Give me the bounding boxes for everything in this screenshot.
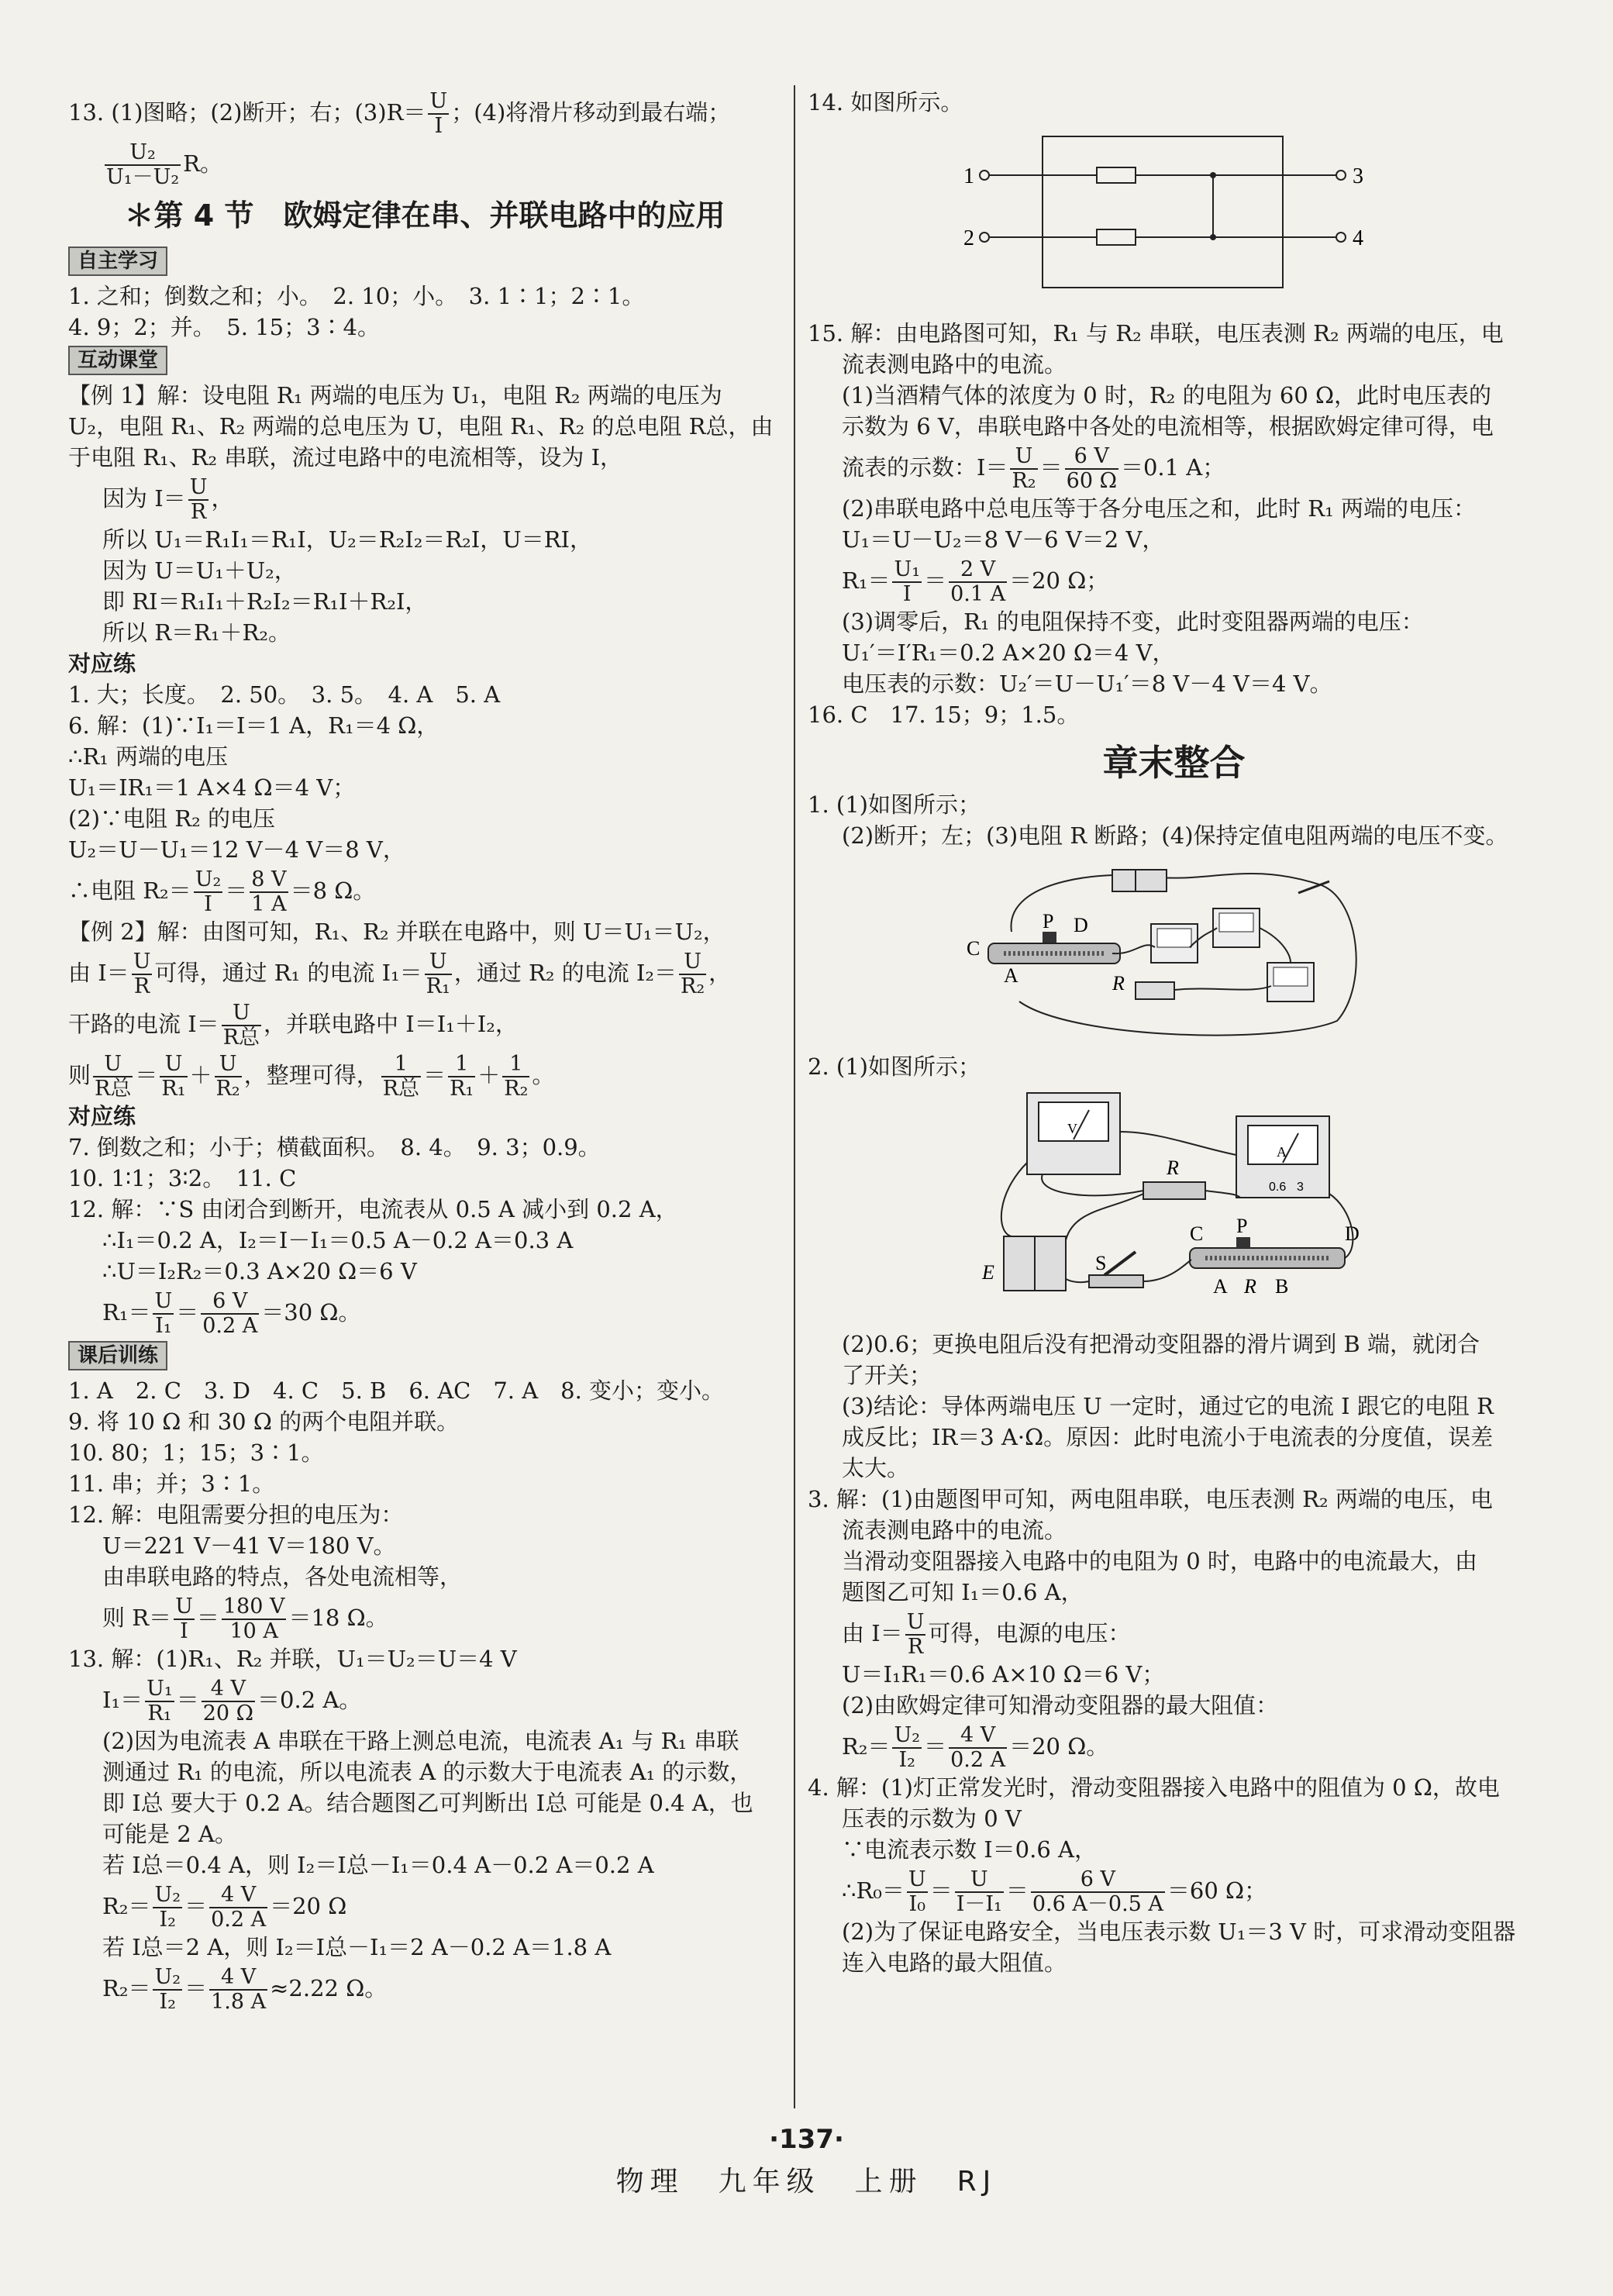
answer-line: 了开关； [842, 1362, 932, 1388]
answer-line: ∴I₁＝0.2 A，I₂＝I－I₁＝0.5 A－0.2 A＝0.3 A [102, 1227, 574, 1253]
answer-line: 1. A 2. C 3. D 4. C 5. B 6. AC 7. A 8. 变小；变小。 [68, 1377, 725, 1404]
fraction: $\frac{U}{\text{I－I₁}}$ [956, 1867, 1002, 1916]
q13-line-2: $\frac{\text{U₂}}{\text{U₁－U₂}}$ R。 [106, 140, 223, 189]
fraction: $\frac{6 V}{0.6 A-0.5 A}$ [1032, 1867, 1163, 1916]
answer-line: 1. 之和；倒数之和；小。 2. 10；小。 3. 1∶1；2∶1。 [68, 283, 645, 309]
answer-line: 13. 解：(1)R₁、R₂ 并联，U₁＝U₂＝U＝4 V [68, 1646, 517, 1672]
fraction: $\frac{180 V}{10 A}$ [222, 1594, 285, 1643]
answer-line: U₁′＝I′R₁＝0.2 A×20 Ω＝4 V， [842, 640, 1175, 666]
answer-line: 压表的示数为 0 V [842, 1805, 1022, 1832]
fraction: $\frac{U}{I}$ [175, 1594, 193, 1643]
answer-line: 连入电路的最大阻值。 [842, 1950, 1067, 1976]
answer-line: ∵电流表示数 I＝0.6 A， [842, 1836, 1097, 1863]
answer-line: R₁＝ $\frac{\text{U₁}}{I}$ ＝ $\frac{2 V}{0.1 A}$ ＝20 Ω； [842, 557, 1109, 606]
practice-heading: 对应练 [68, 650, 136, 677]
label-d: D [1344, 1222, 1360, 1245]
answer-line: (2)断开；左；(3)电阻 R 断路；(4)保持定值电阻两端的电压不变。 [842, 822, 1508, 849]
circuit-diagram-2 [981, 1085, 1368, 1326]
answer-line: (3)结论：导体两端电压 U 一定时，通过它的电流 I 跟它的电阻 R [842, 1393, 1494, 1419]
answer-line: 流表测电路中的电流。 [842, 1517, 1067, 1543]
switch-lever [1105, 1252, 1136, 1275]
label-c: C [966, 937, 980, 960]
answer-line: 4. 解：(1)灯正常发光时，滑动变阻器接入电路中的阻值为 0 Ω，故电 [808, 1774, 1500, 1801]
fraction: $\frac{U}{R}$ [906, 1610, 925, 1659]
fraction: $\frac{U}{\text{I₁}}$ [154, 1289, 173, 1338]
label-a: A [1212, 1275, 1228, 1298]
tag-interactive-class: 互动课堂 [68, 346, 167, 375]
column-divider [794, 85, 795, 2108]
label-c: C [1189, 1222, 1203, 1245]
fraction: $\frac{U}{\text{R总}}$ [222, 1001, 260, 1050]
answer-line: 流表的示数：I＝ $\frac{U}{\text{R₂}}$ ＝ $\frac{6 V}{60 \Omega}$ ＝0.1 A； [842, 444, 1225, 493]
fraction: $\frac{\text{U₂}}{\text{I₂}}$ [894, 1723, 921, 1772]
answer-line: R₂＝ $\frac{\text{U₂}}{\text{I₂}}$ ＝ $\frac{4 V}{1.8 A}$ ≈2.22 Ω。 [102, 1965, 388, 2014]
terminal-1 [980, 171, 989, 180]
ammeter-label: A [1276, 1144, 1287, 1160]
answer-line: (2)∵电阻 R₂ 的电压 [68, 805, 275, 832]
answer-line: 测通过 R₁ 的电流，所以电流表 A 的示数大于电流表 A₁ 的示数， [102, 1759, 753, 1785]
example1-line: 因为 I＝ $\frac{U}{R}$ ， [102, 475, 234, 524]
answer-line: 若 I总＝2 A，则 I₂＝I总－I₁＝2 A－0.2 A＝1.8 A [102, 1934, 612, 1960]
voltmeter-label: V [1067, 1121, 1077, 1136]
example2-line: 则 $\frac{U}{\text{R总}}$ ＝ $\frac{U}{\text{R₁}}$ ＋ $\frac{U}{\text{R₂}}$ ，整理可得， $\frac{1}{\text{R总}}$ ＝ $\frac{1}{\text{R₁}}$ ＋ $\frac{1}{\text{R₂}}$ 。 [68, 1052, 555, 1101]
fraction: $\frac{\text{U₂}}{\text{U₁－U₂}}$ [106, 140, 180, 189]
fraction: $\frac{U}{\text{R总}}$ [95, 1052, 132, 1101]
answer-line: 可能是 2 A。 [102, 1821, 237, 1847]
answer-line: 15. 解：由电路图可知，R₁ 与 R₂ 串联，电压表测 R₂ 两端的电压，电 [808, 320, 1504, 346]
answer-line: 电压表的示数：U₂′＝U－U₁′＝8 V－4 V＝4 V。 [842, 671, 1332, 697]
answer-line: U＝I₁R₁＝0.6 A×10 Ω＝6 V； [842, 1661, 1165, 1688]
fraction: $\frac{U}{\text{I₀}}$ [908, 1867, 926, 1916]
answer-line: 12. 解：∵S 由闭合到断开，电流表从 0.5 A 减小到 0.2 A， [68, 1196, 678, 1222]
right-column [808, 87, 1540, 1978]
switch-base [1089, 1275, 1143, 1288]
example2-line: 干路的电流 I＝ $\frac{U}{\text{R总}}$ ，并联电路中 I＝I₁＋I₂， [68, 1001, 518, 1050]
answer-line: U₂＝U－U₁＝12 V－4 V＝8 V， [68, 836, 405, 863]
example1-line: 即 RI＝R₁I₁＋R₂I₂＝R₁I＋R₂I， [102, 588, 428, 615]
answer-line: 6. 解：(1)∵I₁＝I＝1 A，R₁＝4 Ω， [68, 712, 439, 739]
resistor-bottom [1097, 229, 1136, 245]
answer-line: 1. 大；长度。 2. 50。 3. 5。 4. A 5. A [68, 681, 501, 708]
page-number: ·137· [769, 2124, 844, 2155]
answer-line: (3)调零后，R₁ 的电阻保持不变，此时变阻器两端的电压： [842, 608, 1424, 635]
answer-line: 示数为 6 V，串联电路中各处的电流相等，根据欧姆定律可得，电 [842, 413, 1494, 440]
fraction: $\frac{\text{U₂}}{\text{I₂}}$ [154, 1883, 181, 1932]
fraction: $\frac{U}{\text{R₁}}$ [161, 1052, 186, 1101]
section-title: ＊第 4 节 欧姆定律在串、并联电路中的应用 [124, 198, 726, 233]
answer-line: 太大。 [842, 1455, 910, 1481]
circuit-diagram-1 [957, 854, 1391, 1048]
fraction: $\frac{\text{U₁}}{\text{R₁}}$ [146, 1677, 173, 1725]
answer-line: 则 R＝ $\frac{U}{I}$ ＝ $\frac{180 V}{10 A}$ ＝18 Ω。 [102, 1594, 388, 1643]
answer-line: R₁＝ $\frac{U}{\text{I₁}}$ ＝ $\frac{6 V}{0.2 A}$ ＝30 Ω。 [102, 1289, 361, 1338]
battery [1112, 870, 1167, 891]
book-title: 物理 九年级 上册 RJ [615, 2166, 998, 2198]
answer-line: 由 I＝ $\frac{U}{R}$ 可得，电源的电压： [842, 1610, 1131, 1659]
chapter-title: 章末整合 [1102, 742, 1246, 784]
answer-line: (2)为了保证电路安全，当电压表示数 U₁＝3 V 时，可求滑动变阻器 [842, 1919, 1516, 1945]
answer-line: 4. 9；2；并。 5. 15；3∶4。 [68, 314, 380, 340]
answer-line: 即 I总 要大于 0.2 A。结合题图乙可判断出 I总 可能是 0.4 A，也 [102, 1790, 753, 1816]
answer-line: 题图乙可知 I₁＝0.6 A， [842, 1579, 1084, 1605]
answer-line: I₁＝ $\frac{\text{U₁}}{\text{R₁}}$ ＝ $\frac{4 V}{20 \Omega}$ ＝0.2 A。 [102, 1677, 362, 1725]
fraction: $\frac{U}{I}$ [429, 89, 448, 138]
terminal-label: 3 [1352, 164, 1363, 188]
answer-line: 12. 解：电阻需要分担的电压为： [68, 1501, 404, 1528]
terminal-label: 4 [1352, 226, 1363, 250]
resistor [1136, 982, 1174, 999]
answer-line: 由串联电路的特点，各处电流相等， [102, 1563, 463, 1590]
example1-line: 所以 U₁＝R₁I₁＝R₁I，U₂＝R₂I₂＝R₂I，U＝RI， [102, 526, 592, 553]
label-r: R [1112, 972, 1125, 995]
terminal-4 [1336, 233, 1346, 242]
resistor [1143, 1182, 1205, 1199]
label-p: P [1236, 1215, 1247, 1237]
page-footer [0, 2124, 1613, 2199]
fraction: $\frac{4 V}{1.8 A}$ [211, 1965, 267, 2014]
fraction: $\frac{2 V}{0.1 A}$ [950, 557, 1006, 606]
example1-line: U₂，电阻 R₁、R₂ 两端的总电压为 U，电阻 R₁、R₂ 的总电阻 R总，由 [68, 413, 774, 440]
fraction: $\frac{U}{\text{R₁}}$ [426, 950, 450, 998]
fraction: $\frac{\text{U₂}}{\text{I₂}}$ [154, 1965, 181, 2014]
rheostat [988, 943, 1120, 964]
fraction: $\frac{4 V}{0.2 A}$ [950, 1723, 1006, 1772]
example2-line: 【例 2】解：由图可知，R₁、R₂ 并联在电路中，则 U＝U₁＝U₂， [68, 919, 726, 945]
terminal-label: 2 [963, 226, 974, 250]
example1-line: 【例 1】解：设电阻 R₁ 两端的电压为 U₁，电阻 R₂ 两端的电压为 [68, 382, 722, 409]
example1-line: 因为 U＝U₁＋U₂， [102, 557, 297, 584]
range-label: 0.6 [1268, 1181, 1286, 1194]
tag-self-study: 自主学习 [68, 246, 167, 276]
answer-line: (1)当酒精气体的浓度为 0 时，R₂ 的电阻为 60 Ω，此时电压表的 [842, 382, 1492, 409]
fraction: $\frac{6 V}{0.2 A}$ [202, 1289, 258, 1338]
answer-line: 若 I总＝0.4 A，则 I₂＝I总－I₁＝0.4 A－0.2 A＝0.2 A [102, 1852, 654, 1878]
fraction: $\frac{U}{\text{R₂}}$ [681, 950, 705, 998]
answer-line: (2)因为电流表 A 串联在干路上测总电流，电流表 A₁ 与 R₁ 串联 [102, 1728, 739, 1754]
answer-line: 3. 解：(1)由题图甲可知，两电阻串联，电压表测 R₂ 两端的电压，电 [808, 1486, 1493, 1512]
fraction: $\frac{8 V}{1 A}$ [251, 867, 287, 916]
label-e: E [981, 1261, 994, 1284]
left-column [68, 87, 781, 2014]
answer-line: (2)串联电路中总电压等于各分电压之和，此时 R₁ 两端的电压： [842, 495, 1476, 522]
answer-line: ∴R₁ 两端的电压 [68, 743, 229, 770]
circuit-diagram-14 [957, 121, 1391, 315]
answer-line: 10. 1∶1；3∶2。 11. C [68, 1165, 297, 1191]
fraction: $\frac{1}{\text{R₂}}$ [504, 1052, 529, 1101]
answer-line: ∴R₀＝ $\frac{U}{\text{I₀}}$ ＝ $\frac{U}{\text{I－I₁}}$ ＝ $\frac{6 V}{0.6 A-0.5 A}$ ＝60 Ω； [842, 1867, 1267, 1916]
tag-after-class: 课后训练 [68, 1341, 167, 1370]
answer-line: 9. 将 10 Ω 和 30 Ω 的两个电阻并联。 [68, 1408, 460, 1435]
fraction: $\frac{\text{U₁}}{I}$ [894, 557, 921, 606]
answer-line: U₁＝U－U₂＝8 V－6 V＝2 V， [842, 526, 1165, 553]
fraction: $\frac{U}{R}$ [189, 475, 208, 524]
answer-line: (2)由欧姆定律可知滑动变阻器的最大阻值： [842, 1692, 1279, 1719]
fraction: $\frac{6 V}{60 \Omega}$ [1066, 444, 1117, 493]
answer-line: 11. 串；并；3∶1。 [68, 1470, 275, 1497]
practice-heading: 对应练 [68, 1103, 136, 1129]
answer-line: R₂＝ $\frac{\text{U₂}}{\text{I₂}}$ ＝ $\frac{4 V}{0.2 A}$ ＝20 Ω [102, 1883, 347, 1932]
answer-line: 14. 如图所示。 [808, 89, 963, 115]
label-a: A [1003, 964, 1018, 987]
fraction: $\frac{U}{\text{R₂}}$ [215, 1052, 240, 1101]
range-label: 3 [1296, 1181, 1304, 1194]
label-s: S [1094, 1252, 1106, 1274]
example1-line: 所以 R＝R₁＋R₂。 [102, 619, 291, 646]
label-d: D [1073, 914, 1088, 936]
terminal-2 [980, 233, 989, 242]
fraction: $\frac{U}{R}$ [133, 950, 151, 998]
label-r: R [1166, 1157, 1179, 1179]
answer-line: 10. 80；1；15；3∶1。 [68, 1439, 324, 1466]
resistor-top [1097, 167, 1136, 183]
q13-line: 13. (1)图略；(2)断开；右；(3)R＝ $\frac{U}{I}$ ；(4)将滑片移动到最右端； [68, 89, 731, 138]
answer-line: (2)0.6；更换电阻后没有把滑动变阻器的滑片调到 B 端，就闭合 [842, 1331, 1480, 1357]
answer-line: ∴U＝I₂R₂＝0.3 A×20 Ω＝6 V [102, 1258, 417, 1284]
label-b: B [1274, 1275, 1288, 1298]
terminal-3 [1336, 171, 1346, 180]
example2-line: 由 I＝ $\frac{U}{R}$ 可得，通过 R₁ 的电流 I₁＝ $\frac{U}{\text{R₁}}$ ，通过 R₂ 的电流 I₂＝ $\frac{U}{\text{R₂}}$ ， [68, 950, 732, 998]
answer-line: 1. (1)如图所示； [808, 791, 981, 818]
answer-line: 2. (1)如图所示； [808, 1053, 981, 1080]
fraction: $\frac{U}{\text{R₂}}$ [1012, 444, 1036, 493]
example1-line: 于电阻 R₁、R₂ 串联，流过电路中的电流相等，设为 I， [68, 444, 623, 471]
answer-line: 7. 倒数之和；小于；横截面积。 8. 4。 9. 3；0.9。 [68, 1134, 601, 1160]
fraction: $\frac{1}{\text{R₁}}$ [450, 1052, 474, 1101]
answer-line: 流表测电路中的电流。 [842, 351, 1067, 377]
fraction: $\frac{4 V}{0.2 A}$ [211, 1883, 267, 1932]
answer-line: U₁＝IR₁＝1 A×4 Ω＝4 V； [68, 774, 356, 801]
label-r2: R [1243, 1275, 1256, 1298]
answer-line: 16. C 17. 15；9；1.5。 [808, 702, 1080, 728]
label-p: P [1042, 910, 1053, 933]
fraction: $\frac{\text{U₂}}{I}$ [195, 867, 222, 916]
fraction: $\frac{1}{\text{R总}}$ [382, 1052, 420, 1101]
answer-line: ∴电阻 R₂＝ $\frac{\text{U₂}}{I}$ ＝ $\frac{8 V}{1 A}$ ＝8 Ω。 [68, 867, 376, 916]
terminal-label: 1 [963, 164, 974, 188]
answer-line: 成反比；IR＝3 A·Ω。原因：此时电流小于电流表的分度值，误差 [842, 1424, 1494, 1450]
fraction: $\frac{4 V}{20 \Omega}$ [202, 1677, 254, 1725]
answer-line: U＝221 V－41 V＝180 V。 [102, 1532, 396, 1559]
answer-line: R₂＝ $\frac{\text{U₂}}{\text{I₂}}$ ＝ $\frac{4 V}{0.2 A}$ ＝20 Ω。 [842, 1723, 1109, 1772]
answer-line: 当滑动变阻器接入电路中的电阻为 0 时，电路中的电流最大，由 [842, 1548, 1477, 1574]
